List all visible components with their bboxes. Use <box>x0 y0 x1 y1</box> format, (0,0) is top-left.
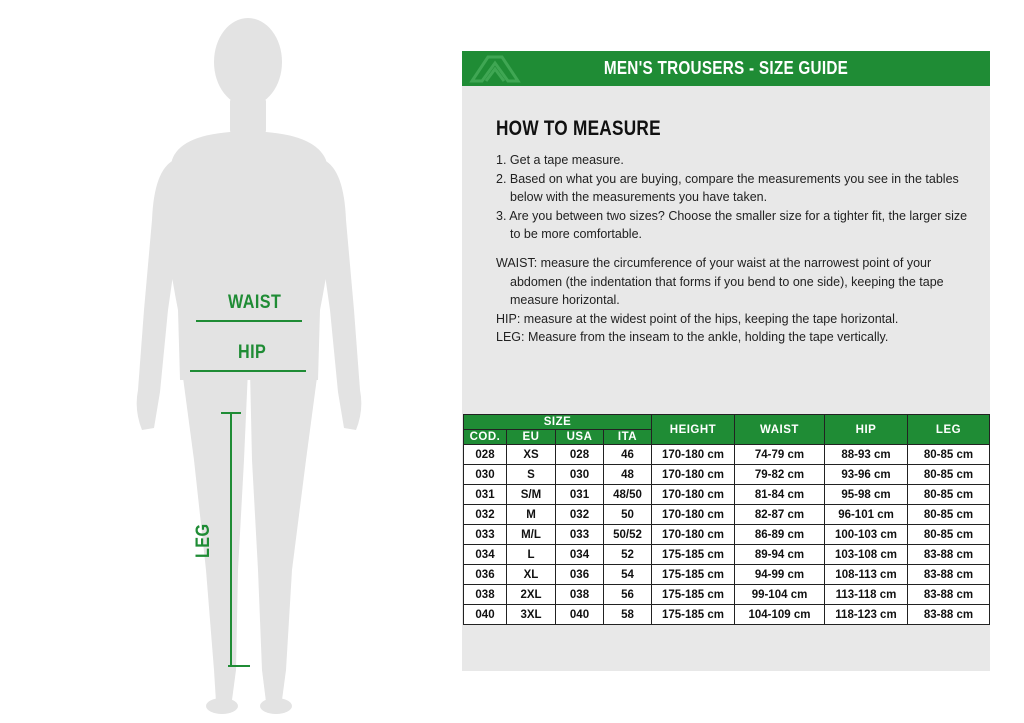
cell-ita: 58 <box>604 605 652 625</box>
header-eu: EU <box>507 430 556 445</box>
cell-leg: 80-85 cm <box>908 485 990 505</box>
header-cod: COD. <box>464 430 507 445</box>
cell-eu: 3XL <box>507 605 556 625</box>
table-row <box>464 485 990 505</box>
cell-leg: 80-85 cm <box>908 445 990 465</box>
step-item: 3. Are you between two sizes? Choose the smaller size for a tighter fit, the larger size to be more comfortable. <box>496 208 968 241</box>
cell-cod: 038 <box>464 585 507 605</box>
cell-ita: 52 <box>604 545 652 565</box>
table-row <box>464 565 990 585</box>
size-table <box>463 414 990 625</box>
cell-usa: 034 <box>556 545 604 565</box>
cell-usa: 040 <box>556 605 604 625</box>
how-to-measure-heading: HOW TO MEASURE <box>496 117 661 140</box>
cell-eu: M <box>507 505 556 525</box>
cell-cod: 033 <box>464 525 507 545</box>
table-row <box>464 545 990 565</box>
cell-hip: 100-103 cm <box>825 525 908 545</box>
cell-waist: 74-79 cm <box>735 445 825 465</box>
cell-ita: 54 <box>604 565 652 585</box>
table-row <box>464 585 990 605</box>
cell-cod: 034 <box>464 545 507 565</box>
cell-eu: M/L <box>507 525 556 545</box>
cell-hip: 88-93 cm <box>825 445 908 465</box>
cell-hip: 95-98 cm <box>825 485 908 505</box>
header-height: HEIGHT <box>652 415 735 445</box>
header-usa: USA <box>556 430 604 445</box>
table-row <box>464 445 990 465</box>
cell-eu: S/M <box>507 485 556 505</box>
cell-eu: S <box>507 465 556 485</box>
table-row <box>464 465 990 485</box>
cell-leg: 83-88 cm <box>908 605 990 625</box>
hip-label: HIP <box>238 342 267 363</box>
leg-definition: LEG: Measure from the inseam to the ankle, holding the tape vertically. <box>496 330 889 344</box>
cell-hip: 113-118 cm <box>825 585 908 605</box>
cell-cod: 032 <box>464 505 507 525</box>
cell-waist: 89-94 cm <box>735 545 825 565</box>
cell-height: 170-180 cm <box>652 445 735 465</box>
cell-eu: XS <box>507 445 556 465</box>
cell-height: 175-185 cm <box>652 585 735 605</box>
cell-leg: 80-85 cm <box>908 465 990 485</box>
cell-cod: 031 <box>464 485 507 505</box>
panel-header <box>462 51 990 86</box>
measure-steps <box>496 151 976 244</box>
cell-height: 170-180 cm <box>652 525 735 545</box>
cell-waist: 94-99 cm <box>735 565 825 585</box>
cell-waist: 82-87 cm <box>735 505 825 525</box>
cell-usa: 030 <box>556 465 604 485</box>
waist-definition: WAIST: measure the circumference of your waist at the narrowest point of your abdomen (the indentation that forms if you bend to one side), keeping the tape measure horizontal. <box>496 256 944 307</box>
cell-ita: 46 <box>604 445 652 465</box>
cell-height: 175-185 cm <box>652 565 735 585</box>
panel-title: MEN'S TROUSERS - SIZE GUIDE <box>603 58 849 78</box>
human-silhouette-icon <box>120 10 380 720</box>
cell-waist: 99-104 cm <box>735 585 825 605</box>
cell-leg: 83-88 cm <box>908 545 990 565</box>
cell-ita: 56 <box>604 585 652 605</box>
cell-hip: 103-108 cm <box>825 545 908 565</box>
cell-height: 170-180 cm <box>652 465 735 485</box>
header-hip: HIP <box>825 415 908 445</box>
waist-label: WAIST <box>228 292 282 313</box>
cell-hip: 118-123 cm <box>825 605 908 625</box>
cell-hip: 108-113 cm <box>825 565 908 585</box>
cell-leg: 83-88 cm <box>908 585 990 605</box>
cell-waist: 81-84 cm <box>735 485 825 505</box>
cell-eu: 2XL <box>507 585 556 605</box>
cell-ita: 50/52 <box>604 525 652 545</box>
cell-cod: 036 <box>464 565 507 585</box>
cell-usa: 031 <box>556 485 604 505</box>
cell-usa: 032 <box>556 505 604 525</box>
cell-height: 175-185 cm <box>652 545 735 565</box>
table-row <box>464 505 990 525</box>
header-leg: LEG <box>908 415 990 445</box>
size-table-body <box>464 445 990 625</box>
cell-waist: 86-89 cm <box>735 525 825 545</box>
cell-waist: 104-109 cm <box>735 605 825 625</box>
table-row <box>464 605 990 625</box>
table-row <box>464 525 990 545</box>
cell-ita: 50 <box>604 505 652 525</box>
cell-hip: 96-101 cm <box>825 505 908 525</box>
step-item: 1. Get a tape measure. <box>496 153 624 167</box>
cell-usa: 038 <box>556 585 604 605</box>
cell-usa: 028 <box>556 445 604 465</box>
cell-height: 170-180 cm <box>652 485 735 505</box>
cell-ita: 48/50 <box>604 485 652 505</box>
cell-eu: XL <box>507 565 556 585</box>
cell-waist: 79-82 cm <box>735 465 825 485</box>
header-waist: WAIST <box>735 415 825 445</box>
cell-hip: 93-96 cm <box>825 465 908 485</box>
cell-cod: 028 <box>464 445 507 465</box>
cell-leg: 83-88 cm <box>908 565 990 585</box>
cell-leg: 80-85 cm <box>908 505 990 525</box>
size-group-header: SIZE <box>464 415 652 430</box>
cell-eu: L <box>507 545 556 565</box>
body-figure <box>120 10 380 720</box>
cell-leg: 80-85 cm <box>908 525 990 545</box>
cell-height: 175-185 cm <box>652 605 735 625</box>
hip-definition: HIP: measure at the widest point of the hips, keeping the tape horizontal. <box>496 311 899 326</box>
cell-usa: 036 <box>556 565 604 585</box>
cell-usa: 033 <box>556 525 604 545</box>
header-ita: ITA <box>604 430 652 445</box>
measure-definitions <box>496 254 976 347</box>
step-item: 2. Based on what you are buying, compare the measurements you see in the tables below with the measurements you have taken. <box>496 171 959 204</box>
cell-cod: 040 <box>464 605 507 625</box>
cell-height: 170-180 cm <box>652 505 735 525</box>
cell-ita: 48 <box>604 465 652 485</box>
leg-label: LEG <box>193 523 214 558</box>
cell-cod: 030 <box>464 465 507 485</box>
